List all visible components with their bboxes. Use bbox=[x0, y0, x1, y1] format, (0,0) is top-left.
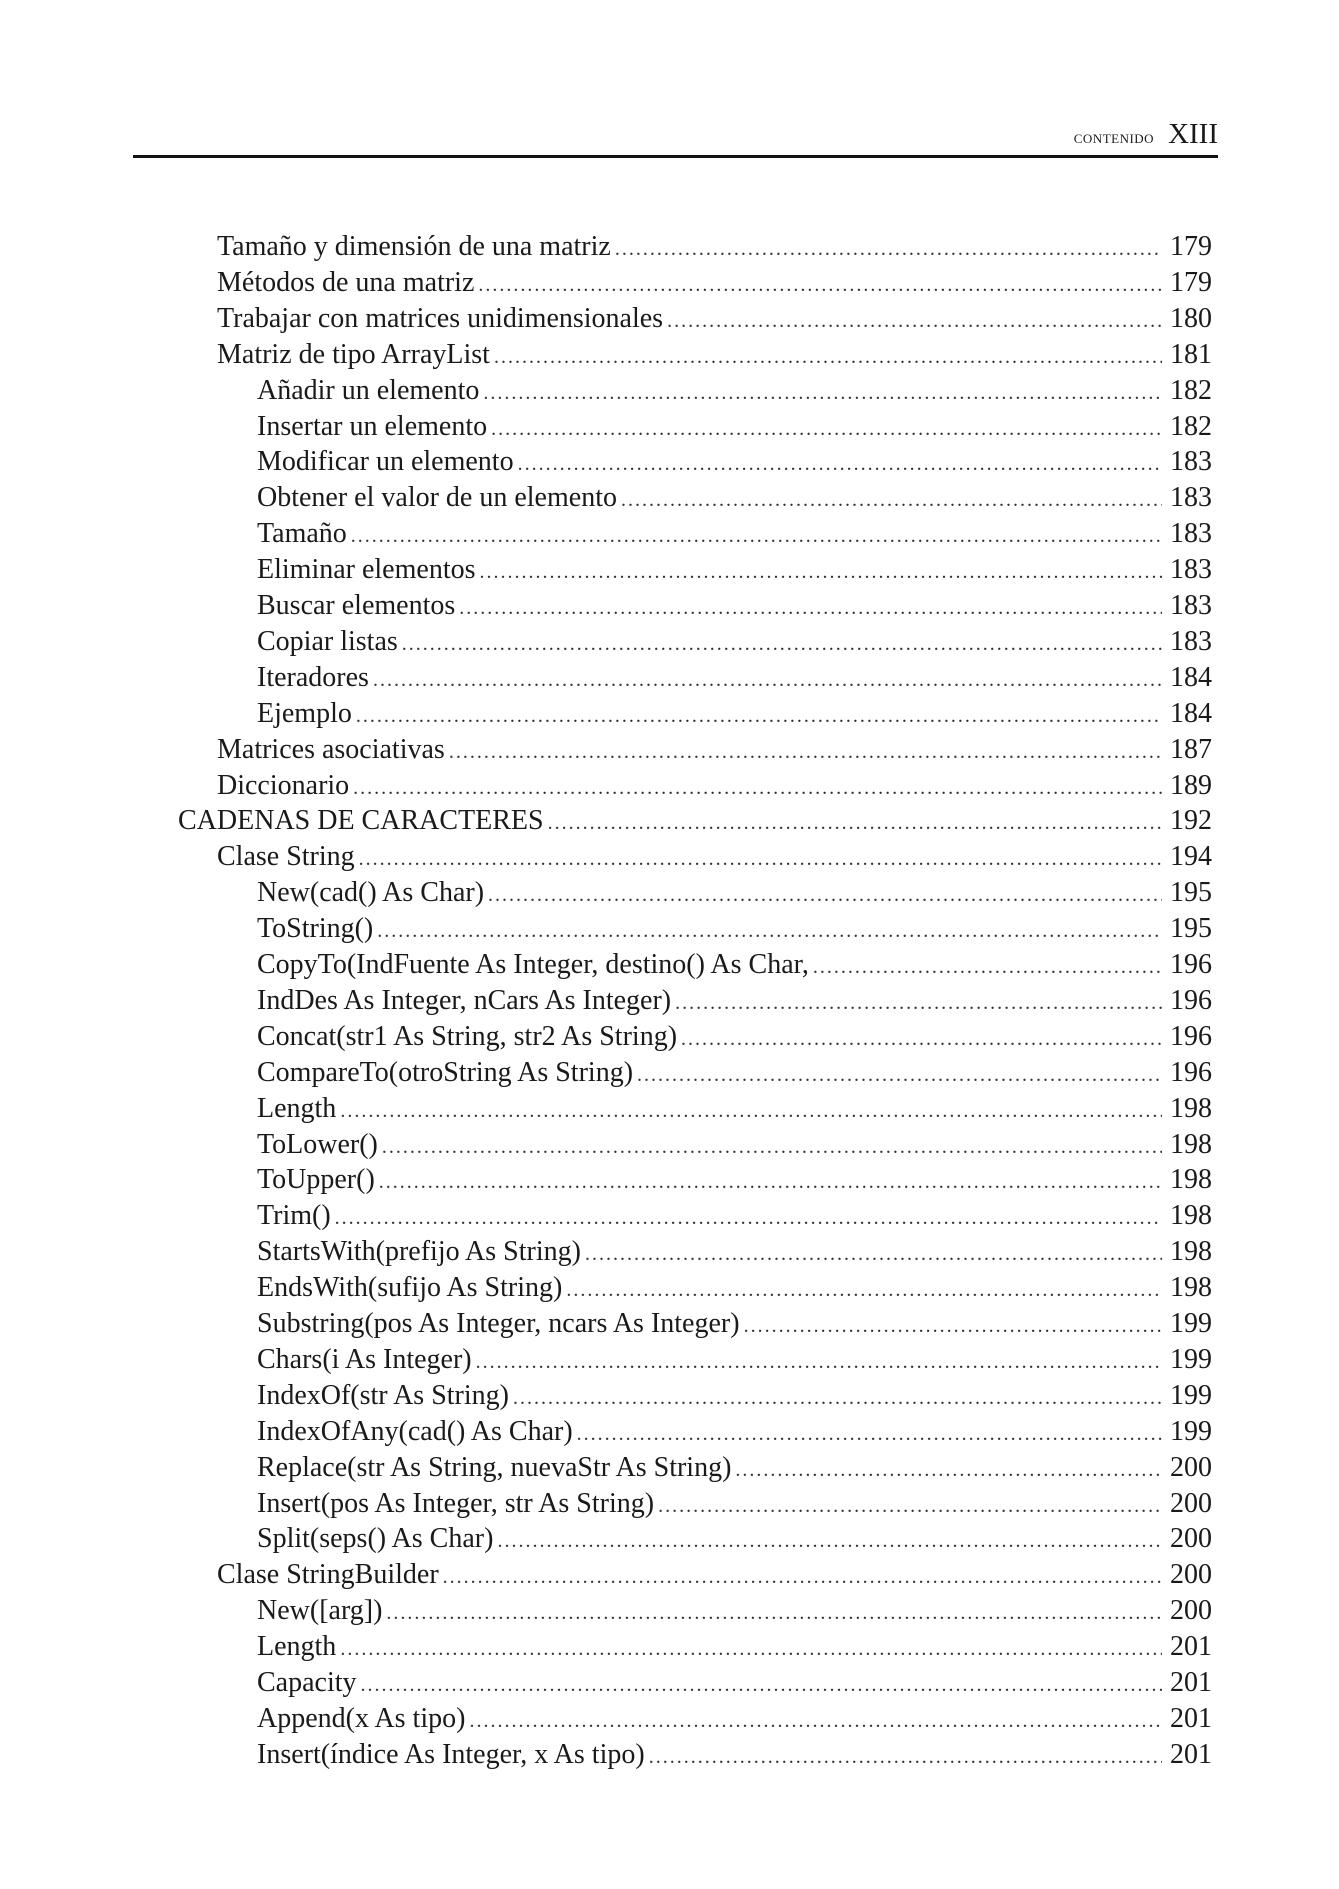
dot-leader bbox=[667, 303, 1162, 339]
toc-entry-page: 196 bbox=[1170, 949, 1212, 980]
toc-entry[interactable] bbox=[217, 839, 1212, 875]
toc-entry-title: Métodos de una matriz bbox=[217, 266, 475, 298]
toc-entry-page: 183 bbox=[1170, 554, 1212, 586]
dot-leader bbox=[649, 1739, 1162, 1775]
toc-entry[interactable] bbox=[257, 1162, 1212, 1198]
dot-leader bbox=[379, 1164, 1162, 1200]
dot-leader bbox=[577, 1416, 1162, 1452]
dot-leader bbox=[340, 1093, 1162, 1129]
toc-entry-page: 200 bbox=[1170, 1595, 1212, 1627]
toc-entry-title: Modificar un elemento bbox=[257, 446, 514, 478]
toc-entry-page: 180 bbox=[1170, 302, 1212, 334]
toc-entry-page: 196 bbox=[1170, 1020, 1212, 1052]
dot-leader bbox=[497, 1523, 1162, 1559]
toc-entry-page: 183 bbox=[1170, 590, 1212, 621]
toc-entry-page: 201 bbox=[1170, 1738, 1212, 1770]
toc-entry[interactable] bbox=[257, 1486, 1212, 1522]
toc-entry[interactable] bbox=[257, 1701, 1212, 1737]
toc-entry[interactable] bbox=[257, 1342, 1212, 1378]
toc-entry-title: CADENAS DE CARACTERES bbox=[178, 805, 544, 837]
toc-entry[interactable] bbox=[257, 516, 1212, 552]
dot-leader bbox=[377, 913, 1162, 949]
toc-entry[interactable] bbox=[257, 1378, 1212, 1414]
toc-entry-page: 198 bbox=[1170, 1128, 1212, 1160]
toc-entry[interactable] bbox=[257, 1593, 1212, 1629]
dot-leader bbox=[491, 411, 1162, 447]
toc-entry-title: EndsWith(sufijo As String) bbox=[257, 1272, 563, 1304]
toc-entry-page: 182 bbox=[1170, 374, 1212, 406]
toc-entry-page: 200 bbox=[1170, 1487, 1212, 1519]
dot-leader bbox=[340, 1631, 1162, 1667]
toc-entry-title: Ejemplo bbox=[257, 697, 352, 729]
dot-leader bbox=[469, 1703, 1162, 1739]
toc-entry[interactable] bbox=[257, 1521, 1212, 1557]
toc-entry[interactable] bbox=[257, 1629, 1212, 1665]
toc-entry[interactable] bbox=[257, 1665, 1212, 1701]
toc-entry[interactable] bbox=[257, 1270, 1212, 1306]
toc-entry-page: 199 bbox=[1170, 1308, 1212, 1339]
dot-leader bbox=[637, 1057, 1162, 1093]
dot-leader bbox=[675, 985, 1162, 1021]
toc-entry-page: 198 bbox=[1170, 1272, 1212, 1304]
toc-entry-title: Eliminar elementos bbox=[257, 554, 476, 586]
toc-entry-page: 195 bbox=[1170, 913, 1212, 945]
toc-entry-title: IndDes As Integer, nCars As Integer) bbox=[257, 984, 672, 1016]
toc-entry-title: Replace(str As String, nuevaStr As String) bbox=[257, 1451, 732, 1483]
toc-entry[interactable] bbox=[257, 1450, 1212, 1486]
toc-entry-title: ToLower() bbox=[257, 1128, 378, 1160]
toc-entry[interactable] bbox=[257, 1091, 1212, 1127]
toc-entry-title: Tamaño y dimensión de una matriz bbox=[217, 231, 611, 262]
dot-leader bbox=[744, 1308, 1162, 1344]
toc-entry[interactable] bbox=[257, 409, 1212, 445]
toc-entry-title: IndexOf(str As String) bbox=[257, 1379, 509, 1411]
dot-leader bbox=[361, 1667, 1162, 1703]
toc-entry[interactable] bbox=[257, 373, 1212, 409]
toc-entry[interactable] bbox=[257, 1055, 1212, 1091]
toc-entry-title: New([arg]) bbox=[257, 1595, 383, 1627]
toc-entry-title: Insert(pos As Integer, str As String) bbox=[257, 1487, 655, 1519]
dot-leader bbox=[476, 1344, 1162, 1380]
toc-entry[interactable] bbox=[257, 1127, 1212, 1163]
toc-entry-page: 201 bbox=[1170, 1667, 1212, 1698]
toc-entry-title: Insertar un elemento bbox=[257, 410, 488, 442]
toc-entry-page: 195 bbox=[1170, 877, 1212, 909]
dot-leader bbox=[488, 877, 1162, 913]
toc-entry-title: Matrices asociativas bbox=[217, 733, 445, 765]
toc-entry-page: 181 bbox=[1170, 338, 1212, 370]
dot-leader bbox=[658, 1488, 1162, 1524]
toc-entry[interactable] bbox=[257, 1019, 1212, 1055]
dot-leader bbox=[518, 446, 1162, 482]
dot-leader bbox=[494, 339, 1162, 375]
toc-entry-page: 200 bbox=[1170, 1523, 1212, 1555]
toc-entry-page: 184 bbox=[1170, 697, 1212, 729]
toc-entry-title: ToString() bbox=[257, 913, 374, 945]
toc-entry[interactable] bbox=[257, 660, 1212, 696]
dot-leader bbox=[480, 554, 1163, 590]
dot-leader bbox=[548, 805, 1162, 841]
toc-entry-page: 198 bbox=[1170, 1236, 1212, 1268]
toc-entry[interactable] bbox=[257, 1737, 1212, 1773]
toc-entry-title: ToUpper() bbox=[257, 1164, 375, 1196]
dot-leader bbox=[359, 841, 1162, 877]
toc-entry-page: 182 bbox=[1170, 410, 1212, 442]
toc-entry-page: 200 bbox=[1170, 1559, 1212, 1591]
toc-entry-page: 199 bbox=[1170, 1343, 1212, 1375]
toc-entry-page: 196 bbox=[1170, 1056, 1212, 1088]
dot-leader bbox=[735, 1452, 1162, 1488]
toc-entry[interactable] bbox=[217, 229, 1212, 265]
toc-entry-title: Tamaño bbox=[257, 518, 347, 550]
toc-entry-title: Insert(índice As Integer, x As tipo) bbox=[257, 1738, 645, 1770]
dot-leader bbox=[449, 734, 1162, 770]
toc-entry[interactable] bbox=[217, 301, 1212, 337]
dot-leader bbox=[621, 482, 1162, 518]
dot-leader bbox=[335, 1200, 1162, 1236]
toc-entry-title: CopyTo(IndFuente As Integer, destino() As Char, bbox=[257, 949, 809, 980]
toc-entry-page: 179 bbox=[1170, 231, 1212, 262]
dot-leader bbox=[382, 1129, 1162, 1165]
toc-entry-page: 179 bbox=[1170, 266, 1212, 298]
toc-entry-page: 201 bbox=[1170, 1631, 1212, 1663]
dot-leader bbox=[402, 626, 1162, 662]
toc-entry-title: Chars(i As Integer) bbox=[257, 1343, 472, 1375]
toc-entry[interactable] bbox=[257, 624, 1212, 660]
toc-entry-title: Append(x As tipo) bbox=[257, 1702, 466, 1734]
dot-leader bbox=[681, 1021, 1162, 1057]
toc-entry-page: 196 bbox=[1170, 984, 1212, 1016]
toc-entry[interactable] bbox=[257, 696, 1212, 732]
dot-leader bbox=[351, 518, 1162, 554]
toc-entry-title: Añadir un elemento bbox=[257, 374, 480, 406]
dot-leader bbox=[443, 1559, 1162, 1595]
toc-entry[interactable] bbox=[217, 768, 1212, 804]
toc-entry-title: New(cad() As Char) bbox=[257, 877, 485, 909]
toc-entry-page: 194 bbox=[1170, 841, 1212, 873]
toc-entry-page: 184 bbox=[1170, 661, 1212, 693]
toc-entry[interactable] bbox=[257, 480, 1212, 516]
header-label: contenido bbox=[1073, 127, 1155, 148]
toc-entry[interactable] bbox=[257, 1414, 1212, 1450]
toc-entry-title: Obtener el valor de un elemento bbox=[257, 482, 617, 514]
toc-entry-page: 192 bbox=[1170, 805, 1212, 837]
header-page-number: XIII bbox=[1168, 118, 1218, 150]
toc-entry-title: Buscar elementos bbox=[257, 590, 456, 621]
toc-entry-title: CompareTo(otroString As String) bbox=[257, 1056, 634, 1088]
toc-entry-title: Clase String bbox=[217, 841, 355, 873]
dot-leader bbox=[459, 590, 1162, 626]
toc-entry-page: 183 bbox=[1170, 625, 1212, 657]
toc-entry[interactable] bbox=[257, 1198, 1212, 1234]
toc-entry[interactable] bbox=[257, 983, 1212, 1019]
dot-leader bbox=[585, 1236, 1162, 1272]
toc-entry[interactable] bbox=[257, 875, 1212, 911]
toc-entry[interactable] bbox=[217, 1557, 1212, 1593]
toc-entry-title: Split(seps() As Char) bbox=[257, 1523, 494, 1555]
toc-entry[interactable] bbox=[257, 588, 1212, 624]
toc-entry-title: IndexOfAny(cad() As Char) bbox=[257, 1415, 573, 1447]
toc-entry-page: 183 bbox=[1170, 446, 1212, 478]
dot-leader bbox=[513, 1380, 1162, 1416]
toc-entry[interactable] bbox=[257, 1306, 1212, 1342]
dot-leader bbox=[566, 1272, 1162, 1308]
dot-leader bbox=[478, 267, 1162, 303]
toc-entry-title: Diccionario bbox=[217, 769, 350, 801]
toc-entry-title: Copiar listas bbox=[257, 625, 398, 657]
toc-entry[interactable] bbox=[257, 552, 1212, 588]
toc-entry-title: Substring(pos As Integer, ncars As Integer) bbox=[257, 1308, 740, 1339]
dot-leader bbox=[813, 949, 1162, 985]
toc-entry-title: StartsWith(prefijo As String) bbox=[257, 1236, 581, 1268]
running-header bbox=[133, 118, 1218, 158]
toc-entry-page: 187 bbox=[1170, 733, 1212, 765]
dot-leader bbox=[353, 770, 1162, 806]
dot-leader bbox=[483, 375, 1162, 411]
toc-entry-page: 189 bbox=[1170, 769, 1212, 801]
toc-entry-title: Length bbox=[257, 1092, 337, 1124]
toc-entry-title: Capacity bbox=[257, 1667, 357, 1698]
toc-entry[interactable] bbox=[257, 444, 1212, 480]
toc-entry-page: 199 bbox=[1170, 1379, 1212, 1411]
toc-entry-page: 183 bbox=[1170, 518, 1212, 550]
toc-entry[interactable] bbox=[217, 265, 1212, 301]
toc-entry-title: Iteradores bbox=[257, 661, 369, 693]
dot-leader bbox=[373, 662, 1162, 698]
toc-entry-page: 199 bbox=[1170, 1415, 1212, 1447]
dot-leader bbox=[615, 231, 1162, 267]
toc-entry-title: Matriz de tipo ArrayList bbox=[217, 338, 490, 370]
toc-entry[interactable] bbox=[217, 337, 1212, 373]
toc-entry-title: Trabajar con matrices unidimensionales bbox=[217, 302, 664, 334]
dot-leader bbox=[386, 1595, 1162, 1631]
toc-entry-page: 200 bbox=[1170, 1451, 1212, 1483]
dot-leader bbox=[356, 698, 1162, 734]
toc-entry-title: Concat(str1 As String, str2 As String) bbox=[257, 1020, 678, 1052]
toc-entry-page: 201 bbox=[1170, 1702, 1212, 1734]
toc-entry[interactable] bbox=[257, 947, 1212, 983]
toc-entry-page: 198 bbox=[1170, 1200, 1212, 1232]
toc-entry-page: 198 bbox=[1170, 1092, 1212, 1124]
toc-entry-page: 183 bbox=[1170, 482, 1212, 514]
toc-entry[interactable] bbox=[257, 911, 1212, 947]
toc-entry[interactable] bbox=[217, 732, 1212, 768]
toc-entry[interactable] bbox=[178, 803, 1212, 839]
toc-entry-page: 198 bbox=[1170, 1164, 1212, 1196]
toc-entry-title: Clase StringBuilder bbox=[217, 1559, 439, 1591]
toc-entry-title: Length bbox=[257, 1631, 337, 1663]
toc-entry[interactable] bbox=[257, 1234, 1212, 1270]
header-rule bbox=[133, 155, 1218, 158]
toc-entry-title: Trim() bbox=[257, 1200, 331, 1232]
